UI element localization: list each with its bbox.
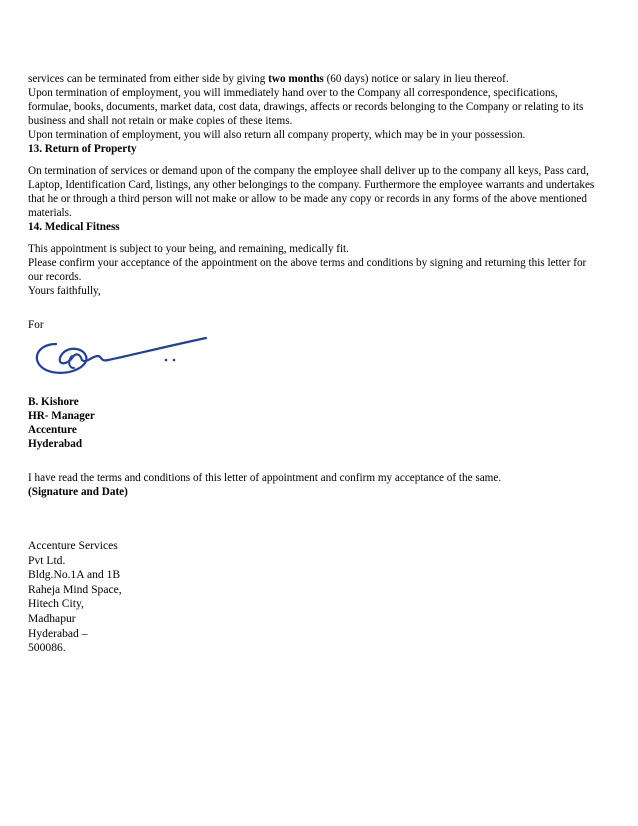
address-line: Hitech City,: [28, 597, 84, 611]
section-14-line-1: This appointment is subject to your being, and remaining, medically fit.: [28, 243, 349, 255]
for-label: For: [28, 319, 44, 331]
section-13-line-1: On termination of services or demand upon of the company the employee shall deliver up to the company all keys, Pass card,: [28, 165, 589, 177]
handover-line-2: formulae, books, documents, market data, cost data, drawings, affects or records belonging to the Company or relating to its: [28, 101, 584, 113]
signatory-company: Accenture: [28, 424, 77, 436]
signature-image: [28, 334, 218, 384]
address-line: Raheja Mind Space,: [28, 582, 122, 596]
return-property-line: Upon termination of employment, you will also return all company property, which may be in your possession.: [28, 129, 526, 141]
section-13-line-2: Laptop, Identification Card, listings, any other belongings to the company. Furthermore the employee warrants and undertakes: [28, 179, 595, 191]
address-line: Pvt Ltd.: [28, 553, 66, 567]
signature-date-label: (Signature and Date): [28, 486, 128, 498]
section-14-line-2: Please confirm your acceptance of the appointment on the above terms and conditions by signing and returning this letter for: [28, 257, 587, 269]
closing-salutation: Yours faithfully,: [28, 285, 101, 297]
section-13-heading: 13. Return of Property: [28, 143, 137, 155]
termination-notice-pre: services can be terminated from either side by giving: [28, 73, 266, 85]
address-line: Hyderabad –: [28, 626, 88, 640]
handover-line-3: business and shall not retain or make copies of these items.: [28, 115, 293, 127]
termination-notice-period: two months: [268, 73, 324, 85]
address-line: Madhapur: [28, 611, 76, 625]
letter-page: [28, 72, 608, 656]
termination-notice-post: (60 days) notice or salary in lieu thereof.: [326, 73, 509, 85]
handover-line-1: Upon termination of employment, you will immediately hand over to the Company all correspondence, specifications,: [28, 87, 558, 99]
company-address: [28, 539, 608, 656]
address-line: Bldg.No.1A and 1B: [28, 568, 121, 582]
address-line: Accenture Services: [28, 539, 118, 552]
section-14-line-3: our records.: [28, 271, 82, 283]
section-14-heading: 14. Medical Fitness: [28, 221, 120, 233]
signatory-title: HR- Manager: [28, 410, 95, 422]
section-13-line-4: materials.: [28, 207, 72, 219]
section-13-line-3: that he or through a third person will not make or allow to be made any copy or records in any forms of the above mentioned: [28, 193, 587, 205]
acceptance-text: I have read the terms and conditions of this letter of appointment and confirm my acceptance of the same.: [28, 472, 502, 484]
address-line: 500086.: [28, 641, 66, 655]
termination-notice-line: [28, 72, 608, 86]
signatory-city: Hyderabad: [28, 438, 83, 450]
signatory-name: B. Kishore: [28, 396, 79, 408]
